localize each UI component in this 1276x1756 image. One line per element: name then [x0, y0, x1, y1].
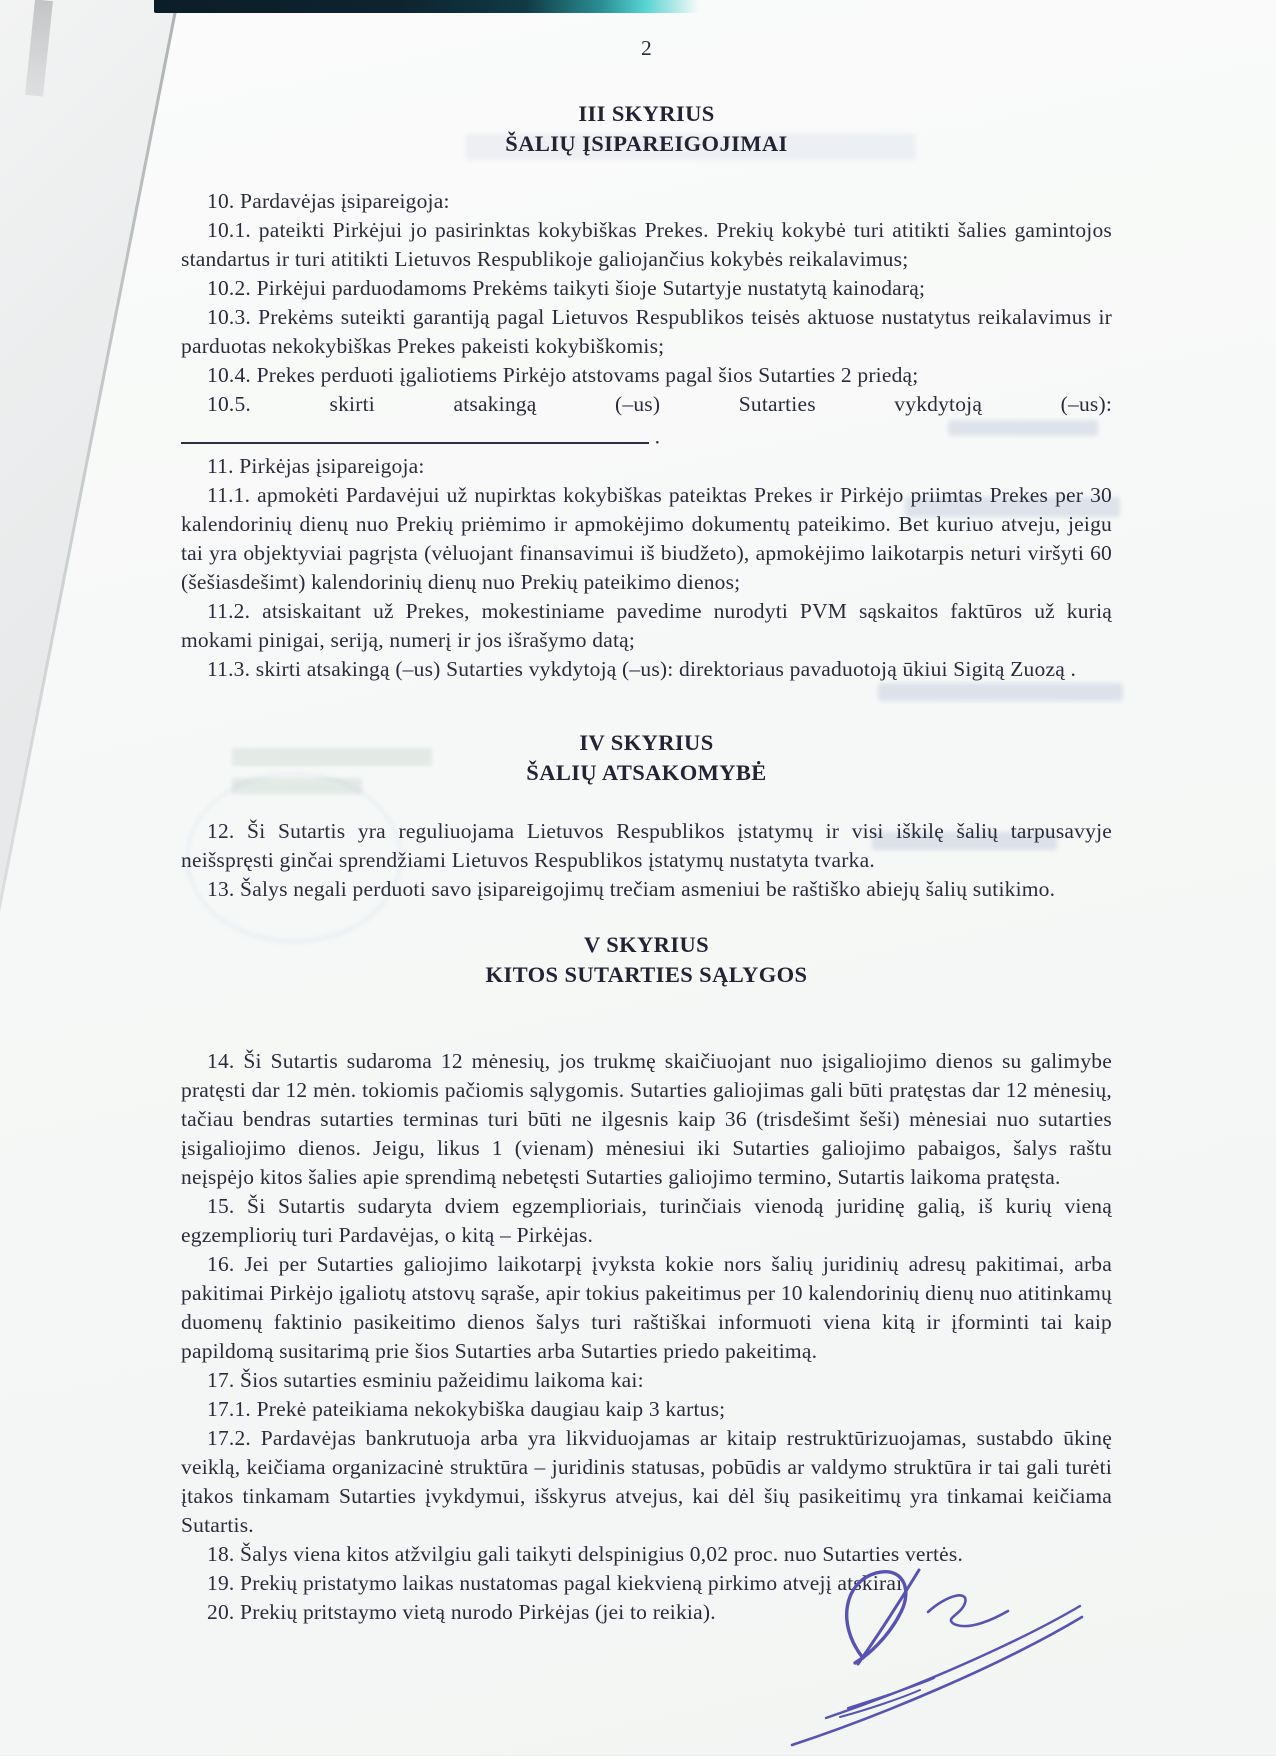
- section-heading-line: ŠALIŲ ĮSIPAREIGOJIMAI: [505, 131, 788, 156]
- paragraph-11-2: 11.2. atsiskaitant už Prekes, mokestiniame pavedime nurodyti PVM sąskaitos faktūros už kurią mokami pinigai, seriją, numerį ir jos išrašymo datą;: [181, 598, 1112, 652]
- paragraph-10-4: 10.4. Prekes perduoti įgaliotiems Pirkėjo atstovams pagal šios Sutarties 2 priedą;: [207, 363, 919, 387]
- paragraph-15: 15. Ši Sutartis sudaryta dviem egzemplioriais, turinčiais vienodą juridinę galią, iš kurių vieną egzempliorių turi Pardavėjas, o kitą – Pirkėjas.: [181, 1193, 1112, 1247]
- section-heading-v: [181, 930, 1112, 990]
- section-heading-line: V SKYRIUS: [583, 931, 710, 957]
- section-heading-line: ŠALIŲ ATSAKOMYBĖ: [526, 759, 767, 785]
- paragraph-17-2: 17.2. Pardavėjas bankrutuoja arba yra likviduojamas ar kitaip restruktūrizuojamas, sustabdo ūkinę veiklą, keičiama organizacinė struktūra – juridinis statusas, pobūdis ar valdymo struktūra ir tai gali turėti įtakos tinkamam Sutarties įvykdymui, išskyrus atvejus, kai dėl šių pasikeitimų yra tinkamai keičiama Sutartis.: [181, 1425, 1112, 1537]
- section-heading-line: KITOS SUTARTIES SĄLYGOS: [485, 961, 808, 987]
- document-body: [181, 34, 1112, 1627]
- page-number: 2: [641, 36, 652, 60]
- paragraph-20: 20. Prekių pritstaymo vietą nurodo Pirkėjas (jei to reikia).: [207, 1599, 716, 1624]
- paragraph-17: 17. Šios sutarties esminiu pažeidimu laikoma kai:: [207, 1367, 644, 1392]
- paragraph-11-3: 11.3. skirti atsakingą (–us) Sutarties vykdytoją (–us): direktoriaus pavaduotoją ūkiui Sigitą Zuozą .: [207, 656, 1077, 681]
- signature-ink: [768, 1566, 1098, 1756]
- paragraph-10-1: 10.1. pateikti Pirkėjui jo pasirinktas kokybiškas Prekes. Prekių kokybė turi atitikti šalies gamintojos standartus ir turi atitikti Lietuvos Respublikoje galiojančius kokybės reikalavimus;: [181, 218, 1112, 271]
- paragraph-10-5: [181, 390, 1112, 452]
- paragraph-18: 18. Šalys viena kitos atžvilgiu gali taikyti delspinigius 0,02 proc. nuo Sutarties vertės.: [207, 1541, 964, 1566]
- paragraph-12: 12. Ši Sutartis yra reguliuojama Lietuvos Respublikos įstatymų ir visi iškilę šalių tarpusavyje neišspręsti ginčai sprendžiami Lietuvos Respublikos įstatymų nustatyta tvarka.: [181, 818, 1112, 872]
- paragraph-10-5-suffix: .: [654, 424, 661, 449]
- paragraph-11-1: 11.1. apmokėti Pardavėjui už nupirktas kokybiškas pateiktas Prekes ir Pirkėjo priimtas Prekes per 30 kalendorinių dienų nuo Prekių priėmimo ir apmokėjimo dokumentų pateikimo. Bet kuriuo atveju, jeigu tai yra objektyviai pagrįsta (vėluojant finansavimui iš biudžeto), apmokėjimo laikotarpis neturi viršyti 60 (šešiasdešimt) kalendorinių dienų nuo Prekių pateikimo dienos;: [181, 482, 1112, 594]
- paragraph-19: 19. Prekių pristatymo laikas nustatomas pagal kiekvieną pirkimo atvejį atskirai.: [207, 1570, 908, 1595]
- section-heading-iv: [181, 728, 1112, 788]
- paragraph-10-3: 10.3. Prekėms suteikti garantiją pagal Lietuvos Respublikos teisės aktuose nustatytus reikalavimus ir parduotas nekokybiškas Prekes pakeisti kokybiškomis;: [181, 305, 1112, 358]
- paragraph-10: 10. Pardavėjas įsipareigoja:: [207, 189, 450, 213]
- section-heading-iii: [181, 99, 1112, 159]
- scanner-dark-strip: [154, 0, 699, 13]
- paragraph-13: 13. Šalys negali perduoti savo įsipareigojimų trečiam asmeniui be raštiško abiejų šalių sutikimo.: [207, 876, 1056, 901]
- paragraph-10-5-prefix: 10.5. skirti atsakingą (–us) Sutarties vykdytoją (–us):: [207, 392, 1112, 416]
- blank-line: [181, 419, 649, 444]
- paragraph-10-2: 10.2. Pirkėjui parduodamoms Prekėms taikyti šioje Sutartyje nustatytą kainodarą;: [207, 276, 926, 300]
- paragraph-17-1: 17.1. Prekė pateikiama nekokybiška daugiau kaip 3 kartus;: [207, 1396, 726, 1421]
- paragraph-11: 11. Pirkėjas įsipareigoja:: [207, 453, 425, 478]
- paragraph-16: 16. Jei per Sutarties galiojimo laikotarpį įvyksta kokie nors šalių juridinių adresų pakitimai, arba pakitimai Pirkėjo įgaliotų atstovų sąraše, apir tokius pakeitimus per 10 kalendorinių dienų nuo atitinkamų duomenų faktinio pasikeitimo dienos šalys turi raštiškai informuoti viena kitą ir įforminti tai kaip papildomą susitarimą prie šios Sutarties arba Sutarties priedo pakeitimą.: [181, 1251, 1112, 1363]
- paragraph-14: 14. Ši Sutartis sudaroma 12 mėnesių, jos trukmę skaičiuojant nuo įsigaliojimo dienos su galimybe pratęsti dar 12 mėn. tokiomis pačiomis sąlygomis. Sutarties galiojimas gali būti pratęstas dar 12 mėnesių, tačiau bendras sutarties terminas turi būti ne ilgesnis kaip 36 (trisdešimt šeši) mėnesiai nuo sutarties įsigaliojimo dienos. Jeigu, likus 1 (vienam) mėnesiui iki Sutarties galiojimo pabaigos, šalys raštu neįspėjo kitos šalies apie sprendimą nebetęsti Sutarties galiojimo termino, Sutartis laikoma pratęsta.: [181, 1048, 1112, 1189]
- section-heading-line: III SKYRIUS: [578, 101, 715, 126]
- section-heading-line: IV SKYRIUS: [579, 729, 714, 755]
